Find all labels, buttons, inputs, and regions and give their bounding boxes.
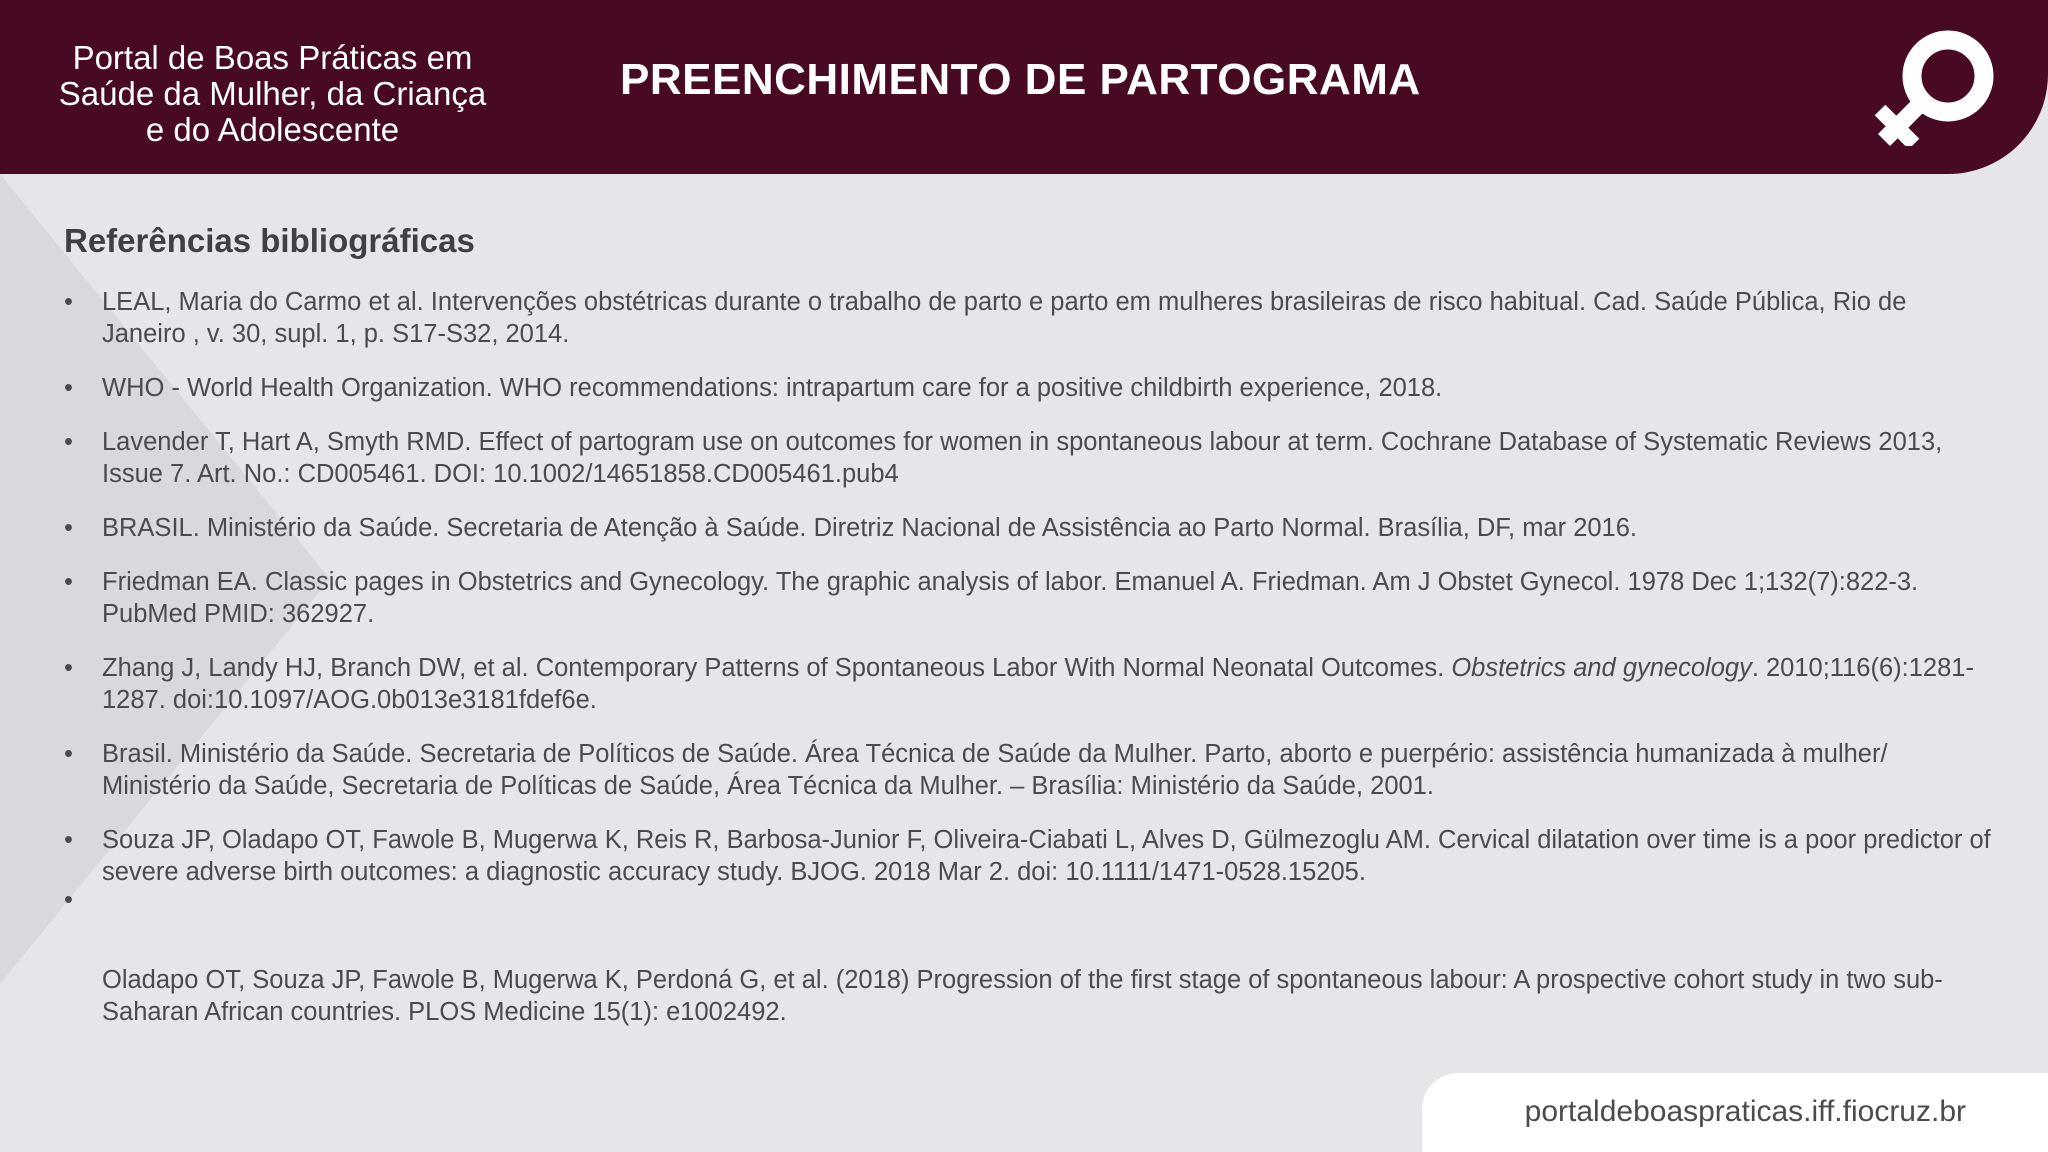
reference-item-5 xyxy=(64,566,1994,630)
portal-name xyxy=(40,40,505,148)
bullet: • xyxy=(64,826,73,854)
bullet: • xyxy=(64,288,73,316)
reference-item-4 xyxy=(64,512,1994,544)
reference-item-3 xyxy=(64,426,1994,490)
footer-box xyxy=(1422,1073,2048,1152)
reference-text: Lavender T, Hart A, Smyth RMD. Effect of partogram use on outcomes for women in spontaneous labour at term. Cochrane Database of Systematic Reviews 2013, Issue 7. Art. No.: CD005461. DOI: 10.1002/14651858.CD005461.pub4 xyxy=(102,428,1943,488)
portal-name-line-3: e do Adolescente xyxy=(145,111,400,148)
bullet: • xyxy=(64,514,73,542)
bullet: • xyxy=(64,374,73,402)
journal-name: Obstetrics and gynecology xyxy=(1451,654,1752,682)
reference-item-7 xyxy=(64,738,1994,802)
reference-text: Souza JP, Oladapo OT, Fawole B, Mugerwa K, Reis R, Barbosa-Junior F, Oliveira-Ciabati L, Alves D, Gülmezoglu AM. Cervical dilatation over time is a poor predictor of severe adverse birth outcomes: a diagnostic accuracy study. BJOG. 2018 Mar 2. doi: 10.1111/1471-0528.15205. xyxy=(102,826,1991,886)
female-symbol-icon xyxy=(1870,26,2000,146)
reference-text: BRASIL. Ministério da Saúde. Secretaria de Atenção à Saúde. Diretriz Nacional de Assistência ao Parto Normal. Brasília, DF, mar 2016. xyxy=(102,514,1638,542)
reference-item-2 xyxy=(64,372,1994,404)
reference-item-9 xyxy=(64,878,1994,1028)
reference-text: Oladapo OT, Souza JP, Fawole B, Mugerwa K, Perdoná G, et al. (2018) Progression of the first stage of spontaneous labour: A prospective cohort study in two sub-Saharan African countries. PLOS Medicine 15(1): e1002492. xyxy=(102,966,1943,1026)
bullet: • xyxy=(64,428,73,456)
bullet: • xyxy=(64,654,73,682)
bullet: • xyxy=(64,886,73,914)
references-content xyxy=(64,222,1994,1050)
portal-name-line-1: Portal de Boas Práticas em xyxy=(72,39,473,76)
reference-text: Brasil. Ministério da Saúde. Secretaria de Políticos de Saúde. Área Técnica de Saúde da Mulher. Parto, aborto e puerpério: assistência humanizada à mulher/ Ministério da Saúde, Secretaria de Políticas de Saúde, Área Técnica da Mulher. – Brasília: Ministério da Saúde, 2001. xyxy=(102,740,1888,800)
section-title: Referências bibliográficas xyxy=(64,222,475,259)
bullet: • xyxy=(64,740,73,768)
references-list xyxy=(64,286,1994,1028)
reference-text-part: . 2010;116(6):1281-1287. doi:10.1097/AOG.0b013e3181fdef6e. xyxy=(102,654,1974,714)
reference-item-1 xyxy=(64,286,1994,350)
page-title: PREENCHIMENTO DE PARTOGRAMA xyxy=(620,55,1421,104)
header-bar xyxy=(0,0,2048,174)
reference-text: WHO - World Health Organization. WHO recommendations: intrapartum care for a positive childbirth experience, 2018. xyxy=(102,374,1443,402)
reference-text: Friedman EA. Classic pages in Obstetrics and Gynecology. The graphic analysis of labor. Emanuel A. Friedman. Am J Obstet Gynecol. 1978 Dec 1;132(7):822-3. PubMed PMID: 362927. xyxy=(102,568,1919,628)
footer-url[interactable]: portaldeboaspraticas.iff.fiocruz.br xyxy=(1524,1095,1966,1128)
portal-name-line-2: Saúde da Mulher, da Criança xyxy=(58,75,487,112)
reference-text-part: Zhang J, Landy HJ, Branch DW, et al. Contemporary Patterns of Spontaneous Labor With Normal Neonatal Outcomes. xyxy=(102,654,1452,682)
bullet: • xyxy=(64,568,73,596)
reference-text: LEAL, Maria do Carmo et al. Intervenções obstétricas durante o trabalho de parto e parto em mulheres brasileiras de risco habitual. Cad. Saúde Pública, Rio de Janeiro , v. 30, supl. 1, p. S17-S32, 2014. xyxy=(102,288,1907,348)
reference-item-6 xyxy=(64,652,1994,716)
